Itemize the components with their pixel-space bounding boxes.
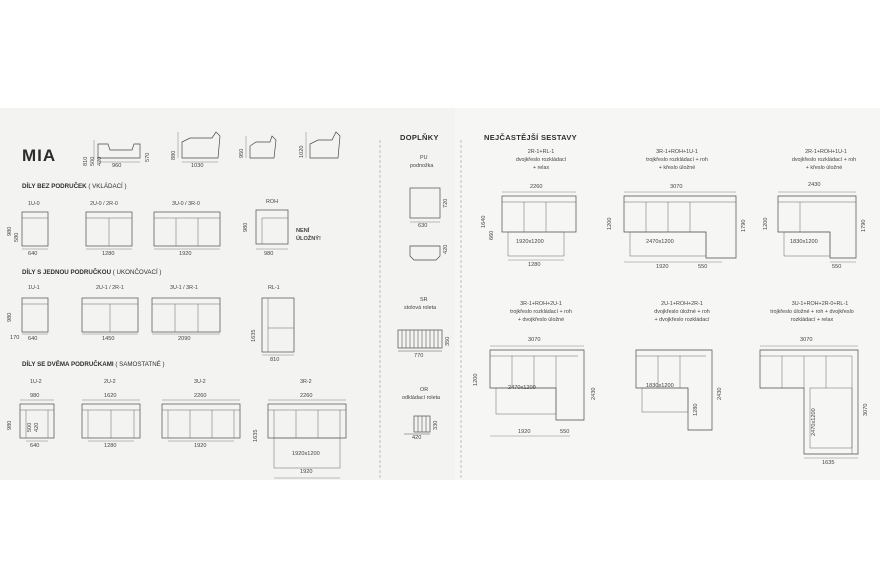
side-view-chair-3 [246, 136, 276, 158]
module-code: 3U-1 / 3R-1 [170, 285, 198, 291]
dim-label: 880 [171, 150, 177, 160]
dim-label: 1790 [861, 219, 867, 232]
module-code: 3U-2 [194, 379, 206, 385]
dim-label: 1640 [481, 215, 487, 228]
dim-label: 1200 [607, 217, 613, 230]
dim-label: 1280 [528, 262, 541, 268]
dim-label: 1030 [191, 163, 204, 169]
accessory-SR [398, 330, 442, 351]
dim-label: 1200 [763, 217, 769, 230]
bed-size: 1830x1200 [646, 383, 674, 389]
dim-label: 420 [34, 422, 40, 432]
set-2U-1-ROH-2R-1 [636, 350, 712, 430]
dim-label: 420 [443, 244, 449, 254]
set-3R-1-ROH-2U-1 [490, 346, 584, 436]
module-code: ROH [266, 199, 278, 205]
dim-label: 420 [97, 156, 103, 166]
side-view-chair-2 [178, 132, 220, 162]
set-description: + dvojkřeslo rozkládací [654, 317, 710, 323]
accessory-code: PU [420, 155, 428, 161]
dim-label: 1635 [822, 460, 835, 466]
doplnky-heading: DOPLŇKY [400, 133, 439, 142]
dim-label: 1920 [179, 251, 192, 257]
page-title: MIA [22, 146, 57, 165]
dim-label: 2260 [530, 184, 543, 190]
section-note: ( VKLÁDACÍ ) [88, 183, 127, 190]
module-1U-0 [22, 212, 48, 249]
dim-label: 2090 [178, 336, 191, 342]
dim-label: 1790 [741, 219, 747, 232]
bed-size: 2470x1200 [646, 239, 674, 245]
set-description: dvojkřeslo úložné + roh [654, 309, 710, 315]
dim-label: 3070 [670, 184, 683, 190]
bed-size: 1920x1200 [516, 239, 544, 245]
module-code: 2U-1 / 2R-1 [96, 285, 124, 291]
side-view-chair-4 [306, 132, 340, 158]
dim-label: 2430 [808, 182, 821, 188]
dim-label: 1450 [102, 336, 115, 342]
sestavy-heading: NEJČASTĚJŠÍ SESTAVY [484, 133, 577, 142]
dim-label: 500 [90, 156, 96, 166]
module-code: 1U-1 [28, 285, 40, 291]
section-label: DÍLY S JEDNOU PODRUČKOU [22, 269, 112, 276]
module-2U-1 [82, 298, 138, 334]
dim-label: 330 [433, 420, 439, 430]
accessory-code: SR [420, 297, 428, 303]
dim-label: 960 [112, 163, 122, 169]
dim-label: 3070 [863, 403, 869, 416]
dim-label: 3070 [528, 337, 541, 343]
dim-label: 810 [270, 357, 280, 363]
roh-note-line2: ÚLOŽNÝ! [296, 236, 321, 242]
dim-label: 1635 [251, 329, 257, 342]
dim-label: 980 [30, 393, 40, 399]
dim-label: 1920 [518, 429, 531, 435]
set-description: rozkládací + relax [790, 317, 834, 323]
dim-label: 1200 [473, 373, 479, 386]
set-description: trojkřeslo rozkládací + roh [646, 157, 708, 163]
dim-label: 350 [445, 336, 451, 346]
set-code: 3R-1+ROH+2U-1 [520, 301, 562, 307]
module-3R-2 [268, 400, 346, 478]
set-description: trojkřeslo úložné + roh + dvojkřeslo [770, 309, 854, 315]
section-label: DÍLY BEZ PODRUČEK [22, 183, 87, 190]
dim-label: 1280 [102, 251, 115, 257]
accessory-name: odkládací roleta [402, 395, 441, 401]
set-code: 3R-1+ROH+1U-1 [656, 149, 698, 155]
set-code: 2U-1+ROH+2R-1 [661, 301, 703, 307]
bed-size: 2470x1200 [508, 385, 536, 391]
module-code: 1U-0 [28, 201, 40, 207]
dim-label: 1920 [300, 469, 313, 475]
section-heading-dvema [22, 362, 165, 368]
set-3U-1-ROH-2R-0-RL-1 [760, 346, 858, 458]
dim-label: 980 [7, 312, 13, 322]
module-RL-1 [262, 298, 294, 355]
bed-size: 1920x1200 [292, 451, 320, 457]
module-code: 1U-2 [30, 379, 42, 385]
set-code: 2R-1+ROH+1U-1 [805, 149, 847, 155]
dim-label: 1020 [299, 145, 305, 158]
dim-label: 580 [14, 232, 20, 242]
dim-label: 570 [145, 152, 151, 162]
dim-label: 1620 [104, 393, 117, 399]
accessory-code: OR [420, 387, 429, 393]
module-code: 2U-0 / 2R-0 [90, 201, 118, 207]
module-2U-0 [86, 212, 132, 249]
section-note: ( SAMOSTATNÉ ) [115, 361, 165, 368]
dim-label: 550 [832, 264, 842, 270]
dim-label: 950 [239, 148, 245, 158]
roh-note-line1: NENÍ [296, 228, 310, 234]
set-2R-1-ROH-1U-1 [778, 192, 856, 262]
module-1U-2 [20, 400, 54, 441]
dim-label: 630 [418, 223, 428, 229]
set-description: + relax [532, 165, 550, 171]
module-1U-1 [22, 298, 48, 334]
dim-label: 500 [27, 422, 33, 432]
dim-label: 2430 [591, 387, 597, 400]
dim-label: 550 [698, 264, 708, 270]
module-code: 2U-2 [104, 379, 116, 385]
module-3U-0 [154, 212, 220, 249]
dim-label: 980 [7, 226, 13, 236]
dim-label: 770 [414, 353, 424, 359]
dim-label: 550 [560, 429, 570, 435]
dim-label: 1635 [253, 429, 259, 442]
bed-size: 1830x1200 [790, 239, 818, 245]
module-code: RL-1 [268, 285, 280, 291]
dim-label: 1280 [693, 403, 699, 416]
section-heading-bez [22, 184, 127, 190]
module-3U-2 [162, 400, 240, 441]
module-code: 3R-2 [300, 379, 312, 385]
dim-label: 3070 [800, 337, 813, 343]
module-3U-1 [152, 298, 220, 334]
set-description: + křeslo úložné [658, 165, 696, 171]
dim-label: 810 [83, 156, 89, 166]
set-description: trojkřeslo rozkládací + roh [510, 309, 572, 315]
bed-size: 2470x1200 [811, 408, 817, 436]
set-2R-1-RL-1 [502, 192, 576, 260]
dim-label: 980 [264, 251, 274, 257]
set-3R-1-ROH-1U-1 [624, 192, 736, 262]
accessory-name: stolová roleta [404, 305, 437, 311]
section-heading-jednou [22, 270, 161, 276]
set-description: + dvojkřeslo úložné [517, 317, 565, 323]
dim-label: 1920 [194, 443, 207, 449]
dim-label: 420 [412, 435, 422, 441]
section-label: DÍLY SE DVĚMA PODRUČKAMI [22, 361, 114, 368]
dim-label: 2260 [300, 393, 313, 399]
dim-label: 980 [7, 420, 13, 430]
dim-label: 640 [28, 251, 38, 257]
dim-label: 980 [243, 222, 249, 232]
dim-label: 2260 [194, 393, 207, 399]
dim-label: 660 [489, 230, 495, 240]
dim-label: 170 [10, 335, 20, 341]
set-description: dvojkřeslo rozkládací + roh [791, 157, 857, 163]
module-ROH [256, 210, 288, 249]
set-description: dvojkřeslo rozkládací [515, 157, 567, 163]
dim-label: 720 [443, 198, 449, 208]
accessory-name: podnožka [410, 163, 434, 169]
dim-label: 1920 [656, 264, 669, 270]
set-description: + křeslo úložné [805, 165, 843, 171]
set-code: 2R-1+RL-1 [527, 149, 555, 155]
module-2U-2 [82, 400, 140, 441]
dim-label: 1280 [104, 443, 117, 449]
dim-label: 640 [28, 336, 38, 342]
dim-label: 640 [30, 443, 40, 449]
module-code: 3U-0 / 3R-0 [172, 201, 200, 207]
set-code: 3U-1+ROH+2R-0+RL-1 [791, 301, 849, 307]
dim-label: 2430 [717, 387, 723, 400]
section-note: ( UKONČOVACÍ ) [112, 269, 162, 276]
accessory-OR [404, 416, 430, 434]
